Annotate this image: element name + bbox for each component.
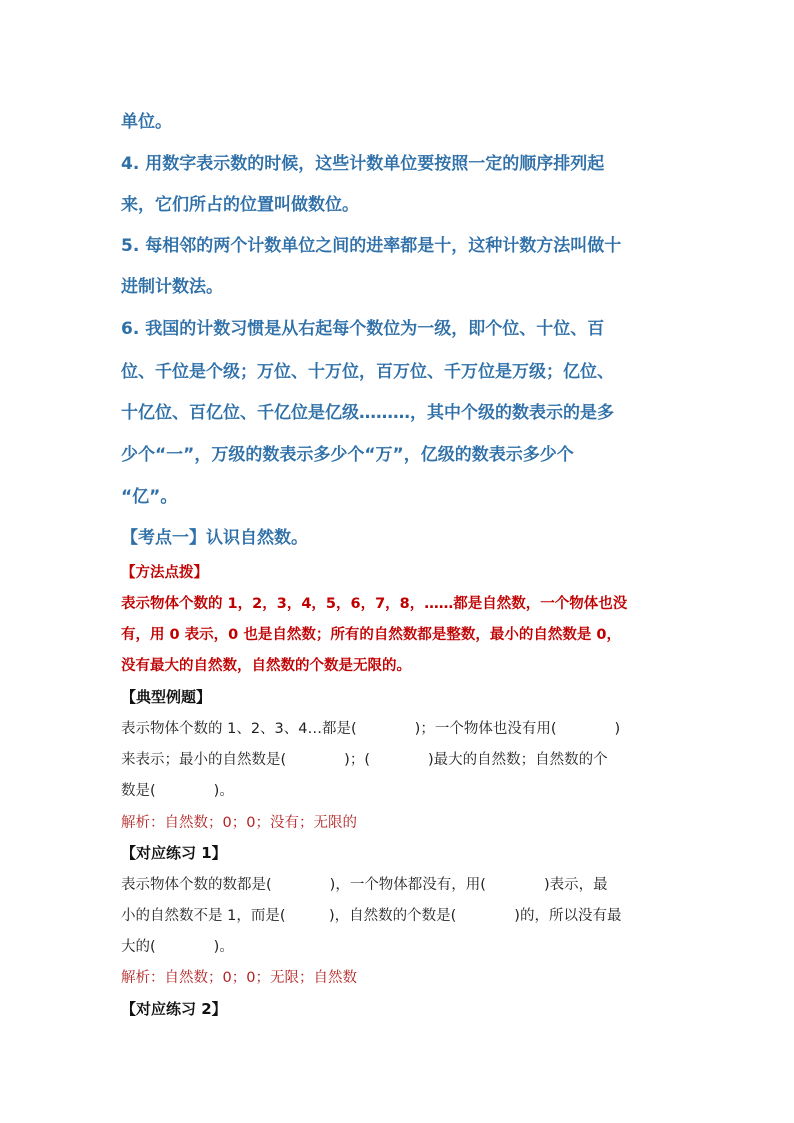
practice1-line: 表示物体个数的数都是( )，一个物体都没有，用( )表示，最 (121, 877, 608, 893)
text-line: 4. 用数字表示数的时候，这些计数单位要按照一定的顺序排列起 (121, 154, 605, 174)
example-header: 【典型例题】 (121, 688, 212, 706)
example-line: 来表示；最小的自然数是( )；( )最大的自然数；自然数的个 (121, 752, 608, 768)
method-line: 没有最大的自然数，自然数的个数是无限的。 (121, 658, 411, 674)
text-line: 6. 我国的计数习惯是从右起每个数位为一级，即个位、十位、百 (121, 319, 605, 339)
practice1-analysis: 解析：自然数；0；0；无限；自然数 (121, 970, 357, 986)
text-line: 少个“一”，万级的数表示多少个“万”，亿级的数表示多少个 (121, 445, 574, 465)
practice1-header: 【对应练习 1】 (121, 844, 227, 862)
method-line: 表示物体个数的 1，2，3，4，5，6，7，8，……都是自然数，一个物体也没 (121, 596, 628, 612)
text-line: 进制计数法。 (121, 277, 223, 297)
practice2-header: 【对应练习 2】 (121, 1000, 227, 1018)
text-line: 位、千位是个级；万位、十万位，百万位、千万位是万级；亿位、 (121, 362, 614, 382)
example-line: 表示物体个数的 1、2、3、4…都是( )；一个物体也没有用( ) (121, 721, 621, 737)
text-line: 单位。 (121, 112, 172, 132)
text-line: “亿”。 (121, 487, 178, 507)
method-header: 【方法点拨】 (121, 565, 208, 581)
method-line: 有，用 0 表示，0 也是自然数；所有的自然数都是整数，最小的自然数是 0， (121, 627, 621, 643)
text-line: 5. 每相邻的两个计数单位之间的进率都是十，这种计数方法叫做十 (121, 236, 622, 256)
example-line: 数是( )。 (121, 783, 234, 799)
example-analysis: 解析：自然数；0；0；没有；无限的 (121, 815, 357, 831)
text-line: 十亿位、百亿位、千亿位是亿级………，其中个级的数表示的是多 (121, 403, 614, 423)
practice1-line: 小的自然数不是 1，而是( )，自然数的个数是( )的，所以没有最 (121, 908, 622, 924)
text-line: 来，它们所占的位置叫做数位。 (121, 195, 359, 215)
practice1-line: 大的( )。 (121, 939, 234, 955)
kaodian-heading: 【考点一】认识自然数。 (121, 528, 308, 548)
